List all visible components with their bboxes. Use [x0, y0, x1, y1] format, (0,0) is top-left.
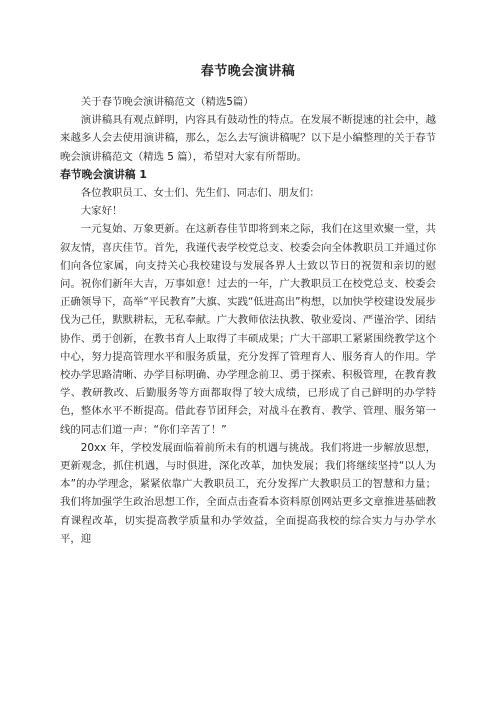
- document-page: [60, 60, 436, 548]
- body-paragraph-2: 20xx 年，学校发展面临着前所未有的机遇与挑战。我们将进一步解放思想，更新观念，抓住机遇，与时俱进，深化改革，加快发展；我们将继续坚持“以人为本”的办学理念，紧紧依靠广大教职员工，充分发挥广大教职员工的智慧和力量；我们将加强学生政治思想工作，全面点击查看本资料原创网站更多文章推进基础教育课程改革，切实提高教学质量和办学效益，全面提高我校的综合实力与办学水平，迎: [60, 441, 436, 545]
- body-paragraph-1: 一元复始、万象更新。在这新春佳节即将到来之际，我们在这里欢聚一堂，共叙友情，喜庆佳节。首先，我谨代表学校党总支、校委会向全体教职员工并通过你们向各位家属，向支持关心我校建设与发展各界人士致以节日的祝贺和亲切的慰问。祝你们新年大吉，万事如意！过去的一年，广大教职员工在校党总支、校委会正确领导下，高举“平民教育”大旗、实践“低进高出”构想，以加快学校建设发展步伐为己任，默默耕耘，无私奉献。广大教师依法执教、敬业爱岗、严谨治学、团结协作、勇于创新，在教书育人上取得了丰硕成果；广大干部职工紧紧围绕教学这个中心，努力提高管理水平和服务质量，充分发挥了管理育人、服务育人的作用。学校办学思路清晰、办学目标明确、办学理念前卫、勇于探索、积极管理，在教育教学、教研教改、后勤服务等方面都取得了较大成绩，已形成了自己鲜明的办学特色，整体水平不断提高。借此春节团拜会，对战斗在教育、教学、管理、服务第一线的同志们道一声：“你们辛苦了！”: [60, 223, 436, 436]
- salutation: 各位教职员工、女士们、先生们、同志们、朋友们：: [80, 187, 320, 200]
- intro-line: 关于春节晚会演讲稿范文（精选5篇）: [80, 96, 254, 108]
- intro-paragraph: 演讲稿具有观点鲜明，内容具有鼓动性的特点。在发展不断提速的社会中，越来越多人会去使用演讲稿，那么，怎么去写演讲稿呢？以下是小编整理的关于春节晚会演讲稿范文（精选 5 篇），希望对大家有所帮助。: [60, 114, 436, 163]
- document-title: 春节晚会演讲稿: [200, 64, 296, 79]
- section-heading: 春节晚会演讲稿 1: [60, 167, 147, 181]
- greeting: 大家好！: [80, 205, 123, 218]
